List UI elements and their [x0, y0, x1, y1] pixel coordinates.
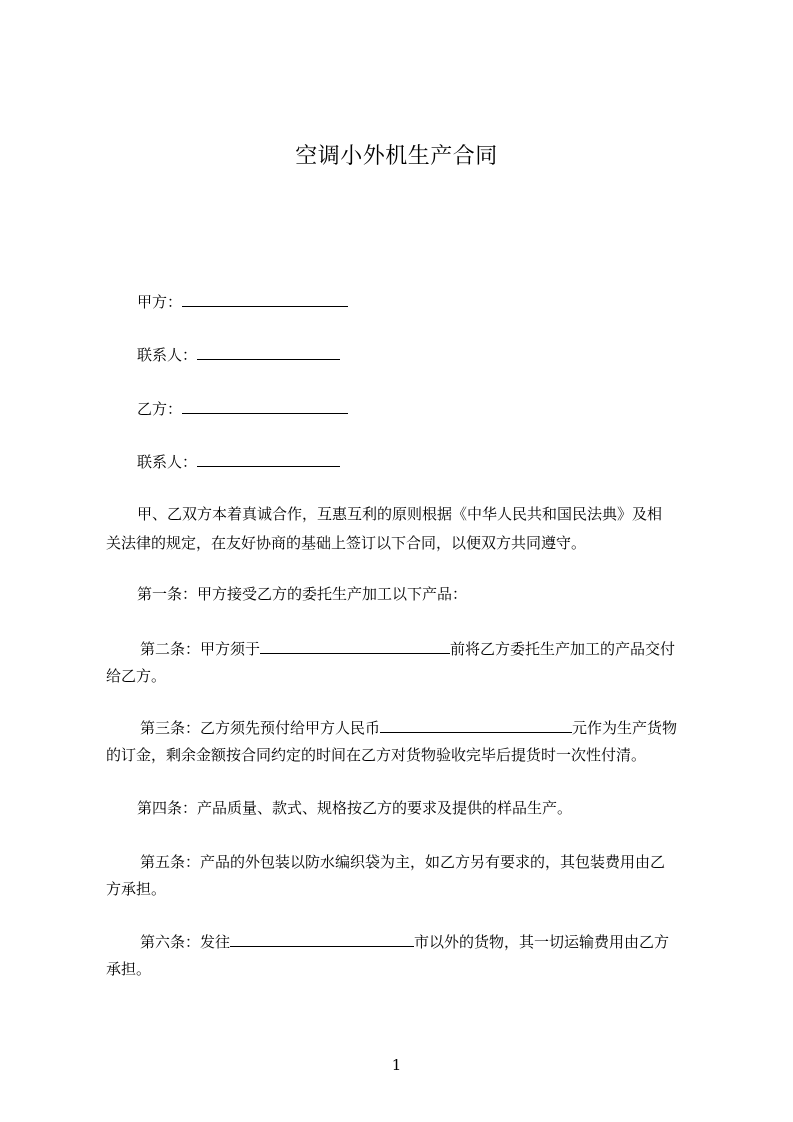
article-3-suffix: 元作为生产货物: [572, 719, 678, 737]
article-5-line-2: 方承担。: [106, 880, 167, 898]
article-3-prefix: 第三条：乙方须先预付给甲方人民币: [140, 719, 381, 737]
article-6-city-blank[interactable]: [230, 932, 414, 947]
article-4: 第四条：产品质量、款式、规格按乙方的要求及提供的样品生产。: [137, 799, 573, 817]
article-2-line-2: 给乙方。: [106, 667, 167, 685]
article-2-date-blank[interactable]: [260, 639, 450, 654]
party-b-contact-line: [137, 452, 340, 472]
party-a-contact-label: 联系人：: [137, 346, 198, 364]
preamble-line-2: 关法律的规定，在友好协商的基础上签订以下合同，以便双方共同遵守。: [106, 534, 587, 552]
party-a-label: 甲方：: [137, 293, 183, 311]
party-b-line: [137, 399, 348, 419]
article-1: 第一条：甲方接受乙方的委托生产加工以下产品：: [137, 585, 468, 603]
party-b-label: 乙方：: [137, 400, 183, 418]
article-3-line-2: 的订金，剩余金额按合同约定的时间在乙方对货物验收完毕后提货时一次性付清。: [106, 746, 647, 764]
article-2-line-1: [140, 639, 675, 659]
article-6-prefix: 第六条：发往: [140, 933, 231, 951]
party-b-contact-blank[interactable]: [197, 452, 340, 467]
article-6-suffix: 市以外的货物，其一切运输费用由乙方: [414, 933, 670, 951]
article-6-line-1: [140, 932, 669, 952]
party-a-contact-line: [137, 345, 340, 365]
article-3-amount-blank[interactable]: [380, 718, 572, 733]
article-2-suffix: 前将乙方委托生产加工的产品交付: [450, 640, 676, 658]
article-3-line-1: [140, 718, 677, 738]
party-a-contact-blank[interactable]: [197, 345, 340, 360]
preamble-line-1: 甲、乙双方本着真诚合作，互惠互利的原则根据《中华人民共和国民法典》及相: [137, 505, 663, 523]
article-5-line-1: 第五条：产品的外包装以防水编织袋为主，如乙方另有要求的，其包装费用由乙: [140, 853, 666, 871]
party-a-line: [137, 292, 348, 312]
party-b-blank[interactable]: [182, 399, 348, 414]
document-title: 空调小外机生产合同: [295, 144, 498, 169]
article-6-line-2: 承担。: [106, 960, 152, 978]
party-a-blank[interactable]: [182, 292, 348, 307]
page-number: 1: [391, 1056, 402, 1074]
party-b-contact-label: 联系人：: [137, 453, 198, 471]
article-2-prefix: 第二条：甲方须于: [140, 640, 261, 658]
